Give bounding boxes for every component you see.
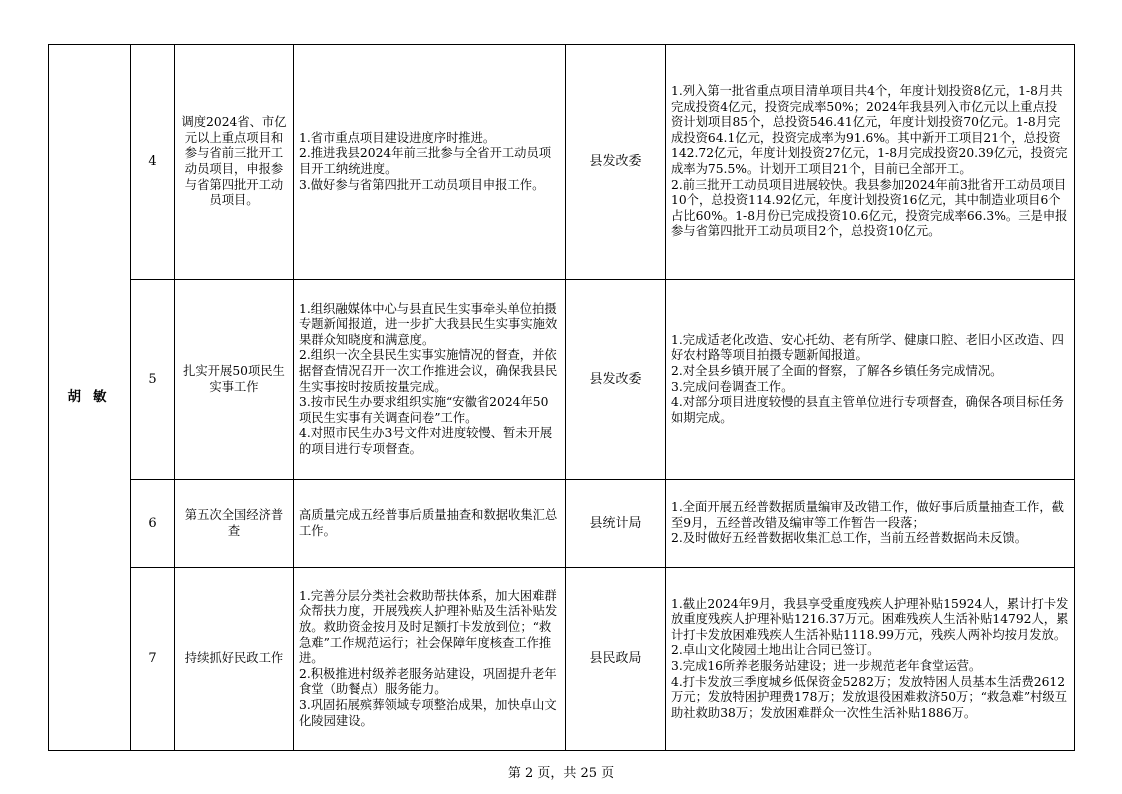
progress-item: 1.完成适老化改造、安心托幼、老有所学、健康口腔、老旧小区改造、四好农村路等项目拍摄专题新闻报道。 <box>671 332 1064 363</box>
progress-item: 2.对全县乡镇开展了全面的督察，了解各乡镇任务完成情况。 <box>671 363 1003 378</box>
page-footer: 第 2 页，共 25 页 <box>507 766 615 781</box>
table-row <box>49 280 1075 480</box>
work-table <box>48 44 1075 751</box>
progress-cell <box>666 480 1075 568</box>
measure-item: 4.对照市民生办3号文件对进度较慢、暂未开展的项目进行专项督查。 <box>299 426 553 456</box>
task-cell: 第五次全国经济普查 <box>175 480 294 568</box>
measure-item: 3.按市民生办要求组织实施“安徽省2024年50项民生实事有关调查问卷”工作。 <box>299 395 549 425</box>
progress-item: 2.及时做好五经普数据收集汇总工作，当前五经普数据尚未反馈。 <box>671 531 1028 546</box>
measure-item: 3.做好参与省第四批开工动员项目申报工作。 <box>299 177 545 192</box>
progress-item: 4.对部分项目进度较慢的县直主管单位进行专项督查，确保各项目标任务如期完成。 <box>671 395 1064 425</box>
row-number: 7 <box>131 568 175 751</box>
progress-item: 1.列入第一批省重点项目清单项目共4个，年度计划投资8亿元，1-8月共完成投资4亿元，投资完成率50%；2024年我县列入市亿元以上重点投资计划项目85个，总投资546.41亿元，年度计划投资70亿元。1-8月完成投资64.1亿元，投资完成率为91.6%。其中新开工项目21个，总投资142.72亿元，年度计划投资27亿元，1-8月完成投资20.39亿元，投资完成率为75.5%。计划开工项目21个，目前已全部开工。 <box>671 84 1068 176</box>
row-number: 5 <box>131 280 175 480</box>
measures-cell <box>294 568 566 751</box>
measure-item: 高质量完成五经普事后质量抽查和数据收集汇总工作。 <box>299 507 558 538</box>
dept-cell: 县统计局 <box>566 480 666 568</box>
progress-item: 1.全面开展五经普数据质量编审及改错工作，做好事后质量抽查工作，截至9月，五经普改错及编审等工作暂告一段落； <box>671 500 1064 530</box>
measures-cell <box>294 45 566 280</box>
measure-item: 1.省市重点项目建设进度序时推进。 <box>299 130 496 145</box>
dept-cell: 县民政局 <box>566 568 666 751</box>
progress-item: 1.截止2024年9月，我县享受重度残疾人护理补贴15924人，累计打卡发放重度残疾人护理补贴1216.37万元。困难残疾人生活补贴14792人，累计打卡发放困难残疾人生活补贴1118.99万元，残疾人两补均按月发放。 <box>671 596 1069 642</box>
table-row <box>49 568 1075 751</box>
measure-item: 2.组织一次全县民生实事实施情况的督查，并依据督查情况召开一次工作推进会议，确保我县民生实事按时按质按量完成。 <box>299 348 558 394</box>
measure-item: 1.组织融媒体中心与县直民生实事牵头单位拍摄专题新闻报道，进一步扩大我县民生实事实施效果群众知晓度和满意度。 <box>299 301 558 347</box>
measure-item: 1.完善分层分类社会救助帮扶体系，加大困难群众帮扶力度，开展残疾人护理补贴及生活补贴发放。救助资金按月及时足额打卡发放到位；“救急难”工作规范运行；社会保障年度核查工作推进。 <box>299 588 558 666</box>
person-name: 胡敏 <box>49 45 131 751</box>
progress-cell <box>666 45 1075 280</box>
progress-cell <box>666 568 1075 751</box>
measures-cell <box>294 280 566 480</box>
progress-item: 3.完成问卷调查工作。 <box>671 379 794 394</box>
progress-item: 4.打卡发放三季度城乡低保资金5282万；发放特困人员基本生活费2612万元；发放特困护理费178万；发放退役困难救济50万；“救急难”村级互助社救助38万；发放困难群众一次性生活补贴1886万。 <box>671 674 1068 720</box>
table-row <box>49 45 1075 280</box>
task-cell: 持续抓好民政工作 <box>175 568 294 751</box>
table-row <box>49 480 1075 568</box>
progress-item: 2.卓山文化陵园土地出让合同已签订。 <box>671 643 880 658</box>
task-cell: 扎实开展50项民生实事工作 <box>175 280 294 480</box>
progress-item: 2.前三批开工动员项目进展较快。我县参加2024年前3批省开工动员项目10个，总投资114.92亿元，年度计划投资16亿元，其中制造业项目6个占比60%。1-8月份已完成投资10.6亿元，投资完成率66.3%。三是申报参与省第四批开工动员项目2个，总投资10亿元。 <box>671 177 1068 239</box>
measure-item: 2.积极推进村级养老服务站建设，巩固提升老年食堂（助餐点）服务能力。 <box>299 666 557 697</box>
task-cell: 调度2024省、市亿元以上重点项目和参与省前三批开工动员项目，申报参与省第四批开工动员项目。 <box>175 45 294 280</box>
row-number: 6 <box>131 480 175 568</box>
measures-cell <box>294 480 566 568</box>
dept-cell: 县发改委 <box>566 280 666 480</box>
measure-item: 3.巩固拓展殡葬领域专项整治成果，加快卓山文化陵园建设。 <box>299 697 557 728</box>
progress-cell <box>666 280 1075 480</box>
measure-item: 2.推进我县2024年前三批参与全省开工动员项目开工纳统进度。 <box>299 146 552 176</box>
progress-item: 3.完成16所养老服务站建设；进一步规范老年食堂运营。 <box>671 659 982 673</box>
row-number: 4 <box>131 45 175 280</box>
dept-cell: 县发改委 <box>566 45 666 280</box>
